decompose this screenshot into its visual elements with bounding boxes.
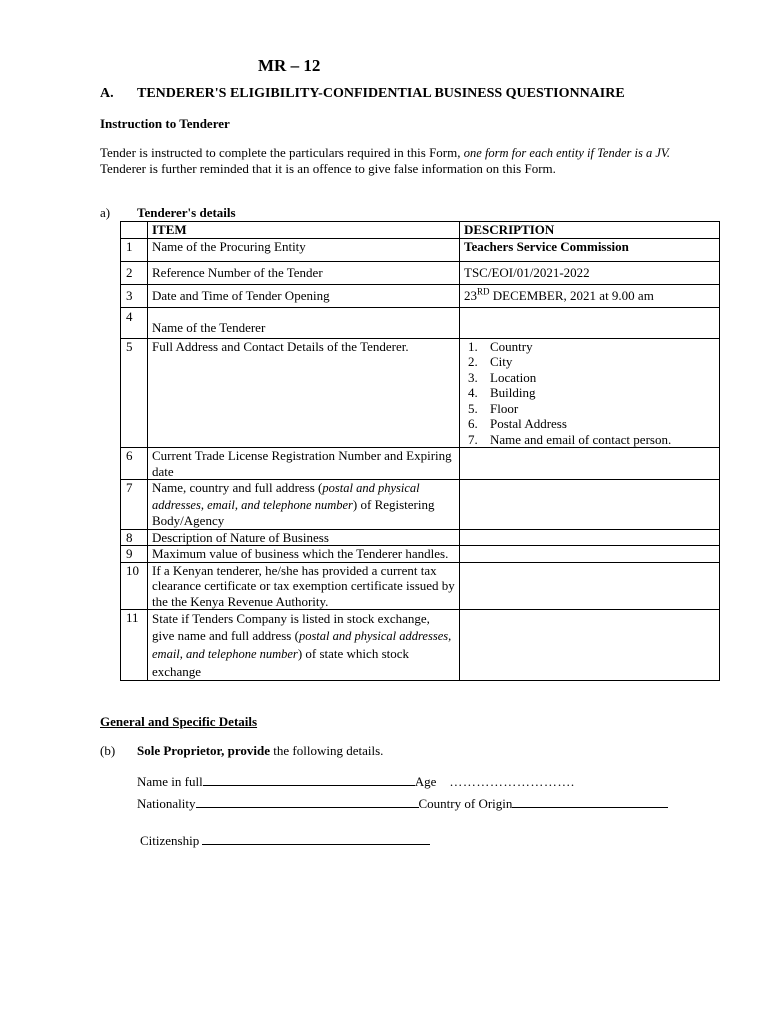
table-row	[121, 284, 720, 307]
row-number: 10	[121, 562, 148, 610]
row-number: 7	[121, 480, 148, 530]
age-input-dots[interactable]: ……………………….	[449, 774, 575, 789]
document-code: MR – 12	[258, 56, 321, 75]
row-item: Full Address and Contact Details of the Tenderer.	[148, 338, 460, 448]
nationality-label: Nationality	[137, 796, 196, 811]
table-row	[121, 546, 720, 563]
row-description	[460, 546, 720, 563]
row-item: State if Tenders Company is listed in stock exchange, give name and full address (postal and physical addresses, email, and telephone number) of state which stock exchange	[148, 610, 460, 681]
section-letter: A.	[100, 86, 114, 101]
subsection-title: Tenderer's details	[137, 205, 236, 220]
age-label: Age	[414, 774, 437, 789]
list-item: 2. City	[468, 354, 513, 369]
row-description	[460, 338, 720, 448]
instructions-text-1: Tender is instructed to complete the particulars required in this Form,	[100, 145, 461, 160]
date-day: 23	[464, 287, 477, 303]
row-description	[460, 529, 720, 546]
row-description: Teachers Service Commission	[460, 238, 720, 261]
column-header-item: ITEM	[148, 222, 460, 239]
row-number: 5	[121, 338, 148, 448]
name-label: Name in full	[137, 774, 203, 789]
table-row	[121, 261, 720, 284]
country-of-origin-input-line[interactable]	[512, 795, 668, 808]
citizenship-row	[140, 832, 430, 849]
row-description: TSC/EOI/01/2021-2022	[460, 261, 720, 284]
table-row	[121, 529, 720, 546]
row-description	[460, 448, 720, 480]
country-of-origin-label: Country of Origin	[418, 796, 513, 811]
list-item: 7. Name and email of contact person.	[468, 431, 672, 447]
row-item: Maximum value of business which the Tenderer handles.	[148, 546, 460, 563]
row-number: 6	[121, 448, 148, 480]
sole-proprietor-instruction	[100, 743, 383, 759]
contact-details-list	[468, 339, 715, 448]
table-row	[121, 338, 720, 448]
list-item: 1. Country	[468, 338, 533, 354]
table-row	[121, 480, 720, 530]
section-title	[100, 86, 625, 102]
row-item: Name of the Procuring Entity	[148, 238, 460, 261]
sole-proprietor-rest: the following details.	[270, 743, 384, 758]
row-number: 2	[121, 261, 148, 284]
row-item: Name, country and full address (postal and physical addresses, email, and telephone number) of Registering Body/Agency	[148, 480, 460, 530]
table-header-row	[121, 222, 720, 239]
row-item: Date and Time of Tender Opening	[148, 284, 460, 307]
row-description	[460, 480, 720, 530]
subsection-label: a)	[100, 205, 111, 220]
list-item: 4. Building	[468, 385, 536, 400]
row-description	[460, 284, 720, 307]
date-rest: DECEMBER, 2021 at 9.00 am	[489, 287, 654, 303]
row-description	[460, 610, 720, 681]
nationality-country-row	[137, 795, 668, 812]
general-details-heading: General and Specific Details	[100, 714, 258, 729]
row-number: 8	[121, 529, 148, 546]
row-item: Description of Nature of Business	[148, 529, 460, 546]
instructions-heading: Instruction to Tenderer	[100, 116, 230, 131]
row-item: Reference Number of the Tender	[148, 261, 460, 284]
name-age-row	[137, 773, 575, 790]
table-row	[121, 448, 720, 480]
row-description	[460, 562, 720, 610]
tenderer-details-heading	[100, 205, 236, 221]
subsection-label: (b)	[100, 743, 116, 758]
nationality-input-line[interactable]	[196, 795, 419, 808]
row-item: Current Trade License Registration Number and Expiring date	[148, 448, 460, 480]
list-item: 6. Postal Address	[468, 416, 567, 431]
list-item: 3. Location	[468, 369, 537, 385]
row-number: 3	[121, 284, 148, 307]
citizenship-label: Citizenship	[140, 833, 200, 848]
sole-proprietor-bold: Sole Proprietor, provide	[137, 743, 271, 758]
list-item: 5. Floor	[468, 400, 519, 416]
citizenship-input-line[interactable]	[202, 832, 430, 845]
name-input-line[interactable]	[203, 773, 415, 786]
table-row	[121, 562, 720, 610]
table-row	[121, 610, 720, 681]
date-suffix: RD	[477, 286, 490, 297]
row-description	[460, 307, 720, 338]
row-number: 4	[121, 307, 148, 338]
row-item: Name of the Tenderer	[148, 307, 460, 338]
row-number: 11	[121, 610, 148, 681]
section-title-text: TENDERER'S ELIGIBILITY-CONFIDENTIAL BUSINESS QUESTIONNAIRE	[137, 86, 625, 101]
tenderer-details-table	[120, 221, 720, 681]
instructions-text-italic: one form for each entity if Tender is a JV.	[463, 146, 671, 160]
column-header-description: DESCRIPTION	[460, 222, 720, 239]
row-item: If a Kenyan tenderer, he/she has provided a current tax clearance certificate or tax exemption certificate issued by the the Kenya Revenue Authority.	[148, 562, 460, 610]
table-row	[121, 307, 720, 338]
instructions-text-2: Tenderer is further reminded that it is an offence to give false information on this Form.	[100, 161, 556, 176]
table-row	[121, 238, 720, 261]
row-number: 9	[121, 546, 148, 563]
instructions-paragraph	[100, 145, 670, 177]
row-number: 1	[121, 238, 148, 261]
